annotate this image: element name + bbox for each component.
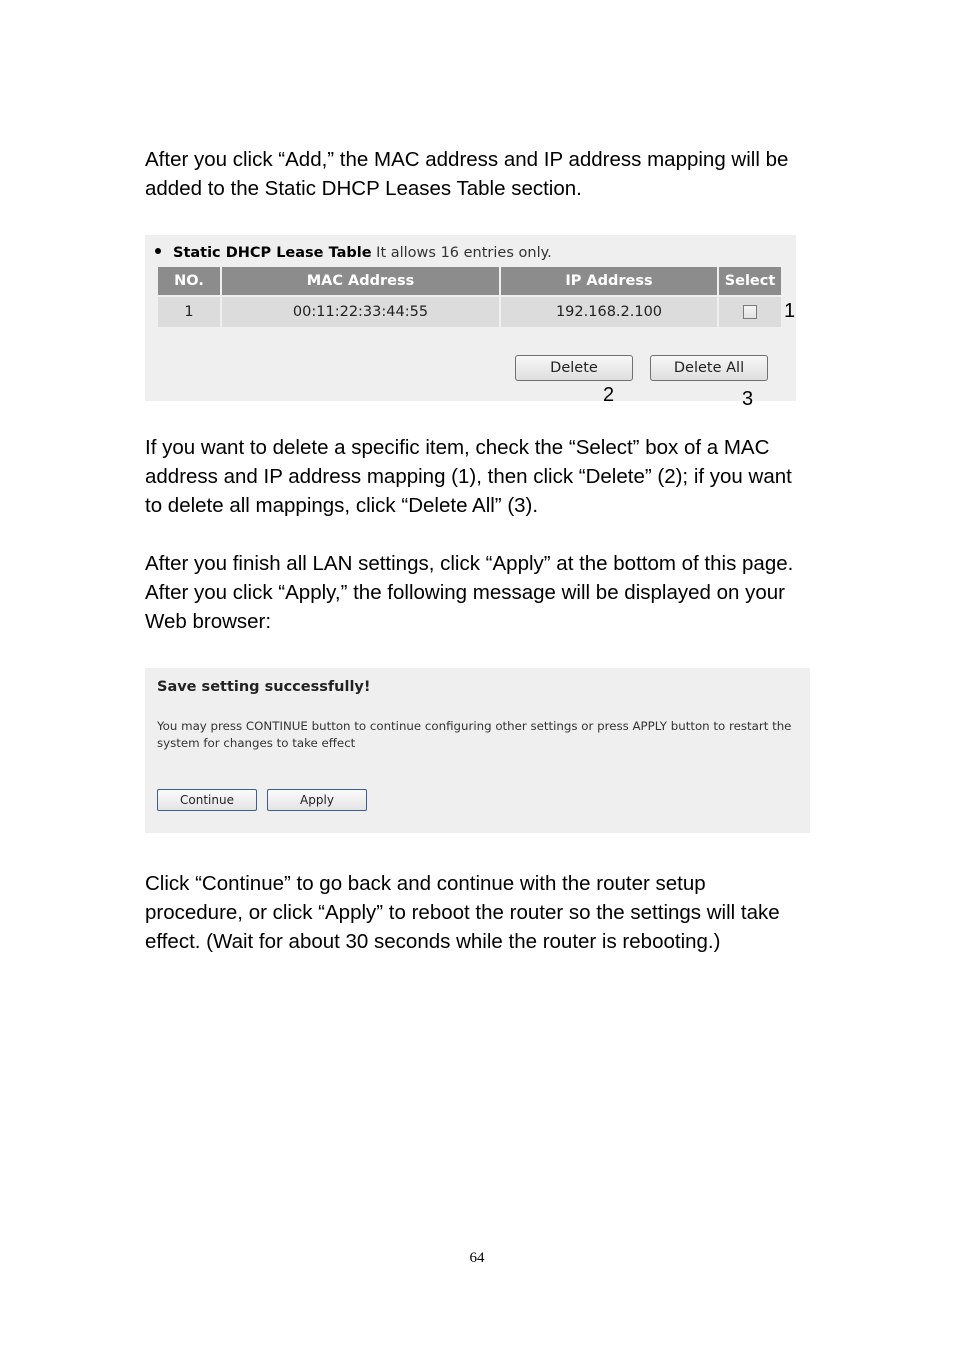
lease-table-header-row — [158, 267, 781, 295]
continue-instructions-paragraph: Click “Continue” to go back and continue with the router setup procedure, or click “Apply” to reboot the router so the settings will take effect. (Wait for about 30 seconds while the router is rebooting.) — [145, 872, 780, 953]
callout-marker-2: 2 — [603, 384, 615, 406]
intro-paragraph: After you click “Add,” the MAC address and IP address mapping will be added to the Static DHCP Leases Table section. — [145, 148, 789, 200]
save-success-title: Save setting successfully! — [157, 679, 371, 695]
header-mac-address: MAC Address — [222, 267, 499, 295]
header-no: NO. — [158, 267, 220, 295]
lease-table-heading — [155, 245, 552, 261]
select-checkbox[interactable] — [743, 305, 757, 319]
callout-marker-3: 3 — [742, 388, 754, 410]
cell-mac: 00:11:22:33:44:55 — [222, 297, 499, 327]
delete-all-button[interactable]: Delete All — [650, 355, 768, 381]
save-success-panel — [145, 668, 810, 833]
save-success-message: You may press CONTINUE button to continue configuring other settings or press APPLY button to restart the system for changes to take effect — [157, 719, 792, 750]
bullet-icon — [155, 248, 161, 254]
static-dhcp-lease-panel — [145, 235, 796, 401]
page-number: 64 — [469, 1250, 485, 1266]
lease-table-title: Static DHCP Lease Table — [173, 245, 372, 261]
lease-table — [156, 265, 783, 329]
delete-instructions-paragraph: If you want to delete a specific item, check the “Select” box of a MAC address and IP address mapping (1), then click “Delete” (2); if you want to delete all mappings, click “Delete All” (3). — [145, 436, 792, 517]
header-ip-address: IP Address — [501, 267, 717, 295]
cell-no: 1 — [158, 297, 220, 327]
delete-button[interactable]: Delete — [515, 355, 633, 381]
apply-instructions-paragraph: After you finish all LAN settings, click “Apply” at the bottom of this page. After you click “Apply,” the following message will be displayed on your Web browser: — [145, 552, 794, 633]
callout-marker-1: 1 — [784, 300, 796, 322]
header-select: Select — [719, 267, 781, 295]
table-row — [158, 297, 781, 327]
apply-button[interactable]: Apply — [267, 789, 367, 811]
lease-table-note: It allows 16 entries only. — [371, 245, 552, 261]
cell-ip: 192.168.2.100 — [501, 297, 717, 327]
cell-select — [719, 297, 781, 327]
continue-button[interactable]: Continue — [157, 789, 257, 811]
